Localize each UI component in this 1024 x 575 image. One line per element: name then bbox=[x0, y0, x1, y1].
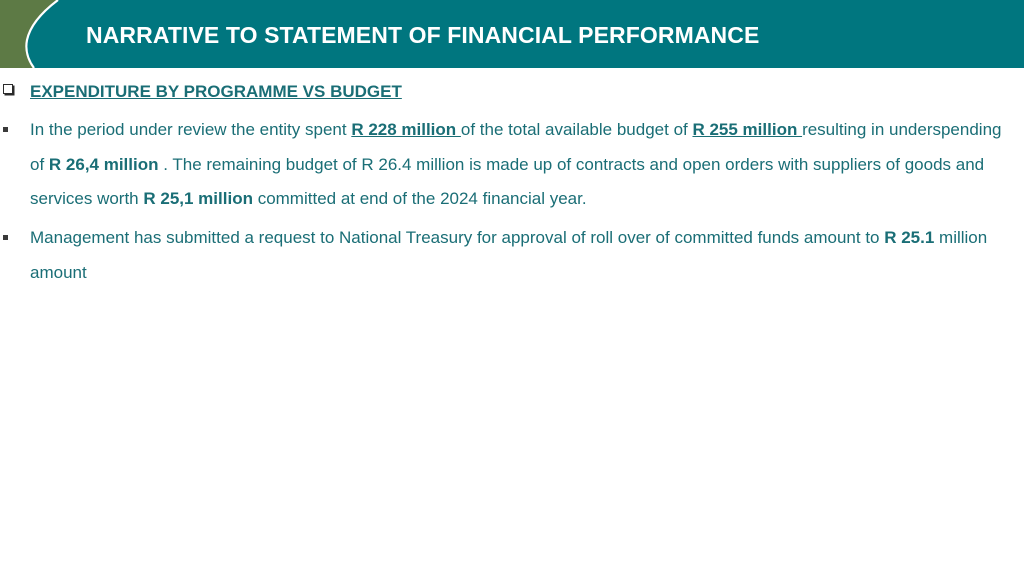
amount-underspent: R 26,4 million bbox=[48, 154, 159, 174]
amount-committed: R 25,1 million bbox=[143, 189, 253, 208]
text-run: Management has submitted a request to National Treasury for approval of roll over of committed funds amount to bbox=[30, 228, 885, 247]
page-title: NARRATIVE TO STATEMENT OF FINANCIAL PERFORMANCE bbox=[86, 22, 760, 48]
header-bar bbox=[0, 0, 1024, 68]
paragraph-underspending bbox=[30, 113, 1015, 217]
amount-spent: R 228 million bbox=[351, 120, 461, 139]
section-heading: EXPENDITURE BY PROGRAMME VS BUDGET bbox=[30, 82, 402, 101]
leaf-logo-icon bbox=[0, 0, 70, 68]
hollow-square-bullet-icon bbox=[3, 84, 13, 94]
text-run: . The remaining budget of R 26.4 million is made up of contracts and open orders with suppliers of goods and services worth bbox=[30, 154, 985, 208]
paragraph-rollover bbox=[30, 221, 1015, 290]
square-bullet-icon bbox=[3, 235, 8, 240]
square-bullet-icon bbox=[3, 127, 8, 132]
text-run: resulting in underspending of bbox=[30, 120, 1002, 174]
amount-rollover: R 25.1 bbox=[884, 228, 935, 247]
amount-budget: R 255 million bbox=[692, 120, 803, 139]
text-run: committed at end of the 2024 financial year. bbox=[252, 189, 587, 208]
text-run: In the period under review the entity spent bbox=[30, 120, 352, 139]
text-run: million amount bbox=[30, 228, 988, 282]
text-run: of the total available budget of bbox=[460, 120, 693, 139]
